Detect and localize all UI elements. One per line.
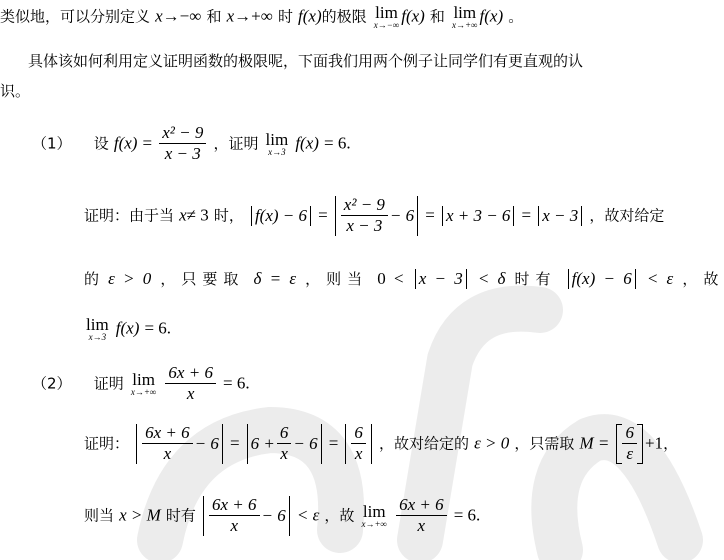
- fraction: [142, 424, 193, 464]
- num: x² − 9: [341, 196, 388, 216]
- dot: .: [245, 373, 250, 393]
- lim-3: [266, 131, 289, 157]
- den: x: [230, 515, 239, 535]
- proof-1-line-2: [84, 268, 724, 289]
- fraction-6x6: [396, 496, 447, 536]
- abs-six-plus: [247, 424, 322, 464]
- var-x: x: [155, 6, 163, 26]
- zero-lt: 0 <: [377, 269, 404, 288]
- abs-fx-m6: f(x) − 6: [251, 206, 311, 226]
- lt-delta: < δ: [477, 269, 506, 288]
- lim-sub: x→+∞: [130, 387, 157, 398]
- limit-word: 的极限: [321, 7, 367, 26]
- minus-6: − 6: [261, 506, 286, 526]
- fraction-6x6: [165, 364, 216, 404]
- ex-label: （1）: [32, 134, 72, 153]
- lim-word: lim: [375, 3, 398, 22]
- abs-fx-m6: f(x) − 6: [568, 269, 636, 289]
- fraction: [277, 424, 292, 464]
- num: 6x + 6: [142, 424, 193, 444]
- abs-xm3: x − 3: [538, 206, 582, 226]
- example-2-statement: [32, 364, 250, 404]
- prove-text: 证明: [93, 374, 124, 393]
- to-pos-inf: →+∞: [234, 6, 273, 26]
- minus-6: − 6: [293, 434, 318, 454]
- m-eq: M =: [579, 433, 610, 453]
- intro-paragraph-2: [0, 80, 30, 101]
- eps-gt0: ε > 0: [108, 269, 152, 288]
- fx: f(x): [401, 6, 425, 26]
- eq: =: [318, 205, 328, 225]
- floor-bracket: [616, 424, 643, 464]
- eq: =: [425, 205, 435, 225]
- lim-neg-inf: [374, 4, 399, 30]
- abs-six-over-x: [345, 424, 372, 464]
- num: 6: [351, 424, 366, 444]
- example-1-statement: [32, 124, 351, 164]
- eq: =: [328, 433, 339, 453]
- den: x: [417, 515, 426, 535]
- minus-6: − 6: [194, 434, 219, 454]
- proof-2-line-2: [84, 496, 480, 536]
- intro-line-1: [0, 4, 523, 30]
- var-x: x: [226, 6, 235, 26]
- eq: =: [142, 133, 153, 153]
- fx: f(x): [113, 133, 138, 153]
- eq6: = 6: [223, 373, 246, 393]
- fraction-x2m9: [159, 124, 206, 164]
- num: x² − 9: [159, 124, 206, 144]
- dot: .: [476, 505, 481, 525]
- fraction: [209, 496, 260, 536]
- proof-1-conclusion: [84, 316, 171, 342]
- neq3: ≠ 3: [186, 205, 209, 225]
- six-plus: 6 +: [250, 434, 275, 454]
- de-text: 的: [84, 270, 100, 288]
- lim-sub: x→3: [268, 147, 286, 158]
- x-gt-m: x > M: [119, 505, 161, 525]
- lt-eps: < ε: [296, 505, 320, 525]
- abs-xp3m6: x + 3 − 6: [442, 206, 515, 226]
- lim-word: lim: [362, 502, 386, 522]
- eq: =: [521, 205, 532, 225]
- fraction: [622, 424, 637, 464]
- eps-gt0: ε > 0: [474, 433, 510, 453]
- delta-eq-eps: δ = ε: [253, 269, 297, 288]
- dot: .: [166, 318, 172, 338]
- plus-one: +1: [644, 433, 664, 453]
- hence-text: ，故: [324, 506, 355, 525]
- abs-fraction: [136, 424, 223, 464]
- eq6: = 6: [324, 133, 347, 153]
- den: x: [186, 383, 195, 403]
- lim-3: [86, 316, 109, 342]
- when-text: 时: [277, 7, 293, 26]
- lim-word: lim: [132, 370, 155, 390]
- to-neg-inf: →−∞: [162, 6, 202, 26]
- lim-sub: x→+∞: [452, 20, 478, 30]
- and-text: 和: [429, 7, 445, 26]
- tail-text: ，故对给定: [589, 206, 665, 225]
- dot: .: [346, 133, 351, 153]
- fraction: [341, 196, 388, 236]
- tail-text: ，故: [682, 270, 724, 288]
- when-text: 时有: [165, 506, 196, 525]
- lim-pos-inf: [361, 503, 386, 529]
- period: 。: [508, 7, 524, 26]
- lim-word: lim: [86, 315, 109, 334]
- intro-text: 类似地，可以分别定义: [0, 7, 151, 26]
- when-text: 时，: [213, 206, 244, 225]
- fx: f(x): [479, 6, 504, 26]
- ex-label: （2）: [32, 374, 72, 393]
- proof-1-line-1: [84, 196, 664, 236]
- num: 6: [277, 424, 292, 444]
- intro-paragraph: [28, 50, 583, 71]
- need-text: ，只需取: [514, 434, 575, 453]
- den: x: [354, 443, 363, 463]
- abs-xm3: x − 3: [415, 269, 467, 289]
- minus-6: − 6: [389, 206, 415, 226]
- den: x: [280, 443, 288, 463]
- lim-sub: x→−∞: [373, 20, 400, 30]
- proof-label: 证明：: [84, 434, 130, 453]
- abs-fraction: [203, 496, 290, 536]
- para-text: 具体该如何利用定义证明函数的极限呢，下面我们用两个例子让同学们有更直观的认: [28, 52, 584, 70]
- num: 6x + 6: [396, 496, 447, 516]
- den: x − 3: [164, 143, 201, 163]
- num: 6x + 6: [209, 496, 260, 516]
- then-text: 则当: [84, 506, 115, 525]
- fx: f(x): [295, 133, 319, 153]
- lim-pos-inf: [452, 4, 477, 30]
- var-x: x: [179, 205, 187, 225]
- abs-fraction: [335, 196, 418, 236]
- lim-sub: x→3: [88, 332, 107, 342]
- lim-pos-inf: [131, 371, 156, 397]
- den: x − 3: [346, 215, 383, 235]
- and-text: 和: [206, 7, 222, 26]
- num: 6x + 6: [165, 364, 216, 384]
- den: ε: [626, 443, 634, 463]
- proof-2-line-1: 证明： $\frac{6x + 6}{x}$ − 6 = 6 + $\frac{6}{x}$ − 6 = $\frac{6}{x}$ ，故对给定的 ε > 0 ，只需取 M = $\frac{6}{\varepsilon}$ +1，: [84, 423, 679, 463]
- fraction: [351, 424, 366, 464]
- eq6: = 6: [453, 505, 477, 525]
- lim-sub: x→+∞: [361, 519, 387, 530]
- eq: =: [229, 433, 240, 453]
- proof-label: 证明：由于当: [84, 206, 175, 225]
- mid-text: ，故对给定的: [379, 434, 470, 453]
- only-text: ，只要取: [160, 270, 245, 288]
- num: 6: [622, 424, 637, 444]
- lim-word: lim: [265, 130, 289, 150]
- para-text: 识。: [0, 82, 31, 100]
- lim-word: lim: [453, 3, 477, 22]
- set-text: 设: [93, 134, 109, 153]
- fx: f(x): [298, 6, 322, 26]
- when-text: 时有: [514, 270, 557, 288]
- fx: f(x): [115, 318, 140, 338]
- prove-text: ，证明: [213, 134, 259, 153]
- den: x: [163, 443, 172, 463]
- lt-eps: < ε: [646, 269, 674, 288]
- then-text: ，则当: [305, 270, 369, 288]
- eq6: = 6: [144, 318, 167, 338]
